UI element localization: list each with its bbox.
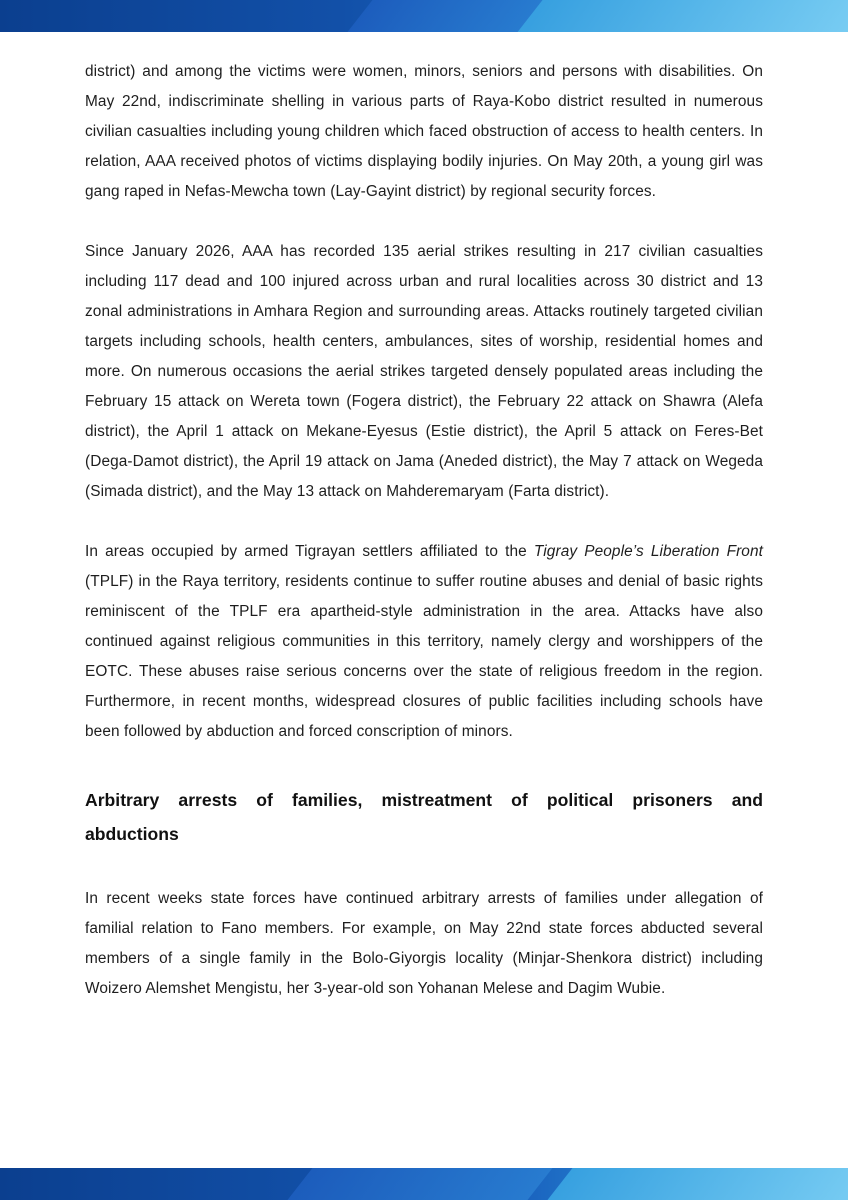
- tplf-italic-name: Tigray People’s Liberation Front: [533, 543, 763, 560]
- page-body: [85, 57, 763, 1004]
- top-decorative-band: [0, 0, 848, 32]
- top-band-slant-light: [517, 0, 848, 32]
- bottom-decorative-band: [0, 1168, 848, 1200]
- bottom-band-slant-light: [547, 1168, 848, 1200]
- top-band-slant-dark: [347, 0, 542, 32]
- bottom-band-slant-dark: [287, 1168, 552, 1200]
- paragraph-victims-shelling: district) and among the victims were women, minors, seniors and persons with disabilities. On May 22nd, indiscriminate shelling in various parts of Raya-Kobo district resulted in numerous civilian casualties including young children which faced obstruction of access to health centers. In relation, AAA received photos of victims displaying bodily injuries. On May 20th, a young girl was gang raped in Nefas-Mewcha town (Lay-Gayint district) by regional security forces.: [85, 63, 763, 200]
- paragraph-aerial-strikes: Since January 2026, AAA has recorded 135 aerial strikes resulting in 217 civilian casualties including 117 dead and 100 injured across urban and rural localities across 30 district and 13 zonal administrations in Amhara Region and surrounding areas. Attacks routinely targeted civilian targets including schools, health centers, ambulances, sites of worship, residential homes and more. On numerous occasions the aerial strikes targeted densely populated areas including the February 15 attack on Wereta town (Fogera district), the February 22 attack on Shawra (Alefa district), the April 1 attack on Mekane-Eyesus (Estie district), the April 5 attack on Feres-Bet (Dega-Damot district), the April 19 attack on Jama (Aneded district), the May 7 attack on Wegeda (Simada district), and the May 13 attack on Mahderemaryam (Farta district).: [85, 243, 763, 500]
- paragraph-family-arrests: In recent weeks state forces have continued arbitrary arrests of families under allegation of familial relation to Fano members. For example, on May 22nd state forces abducted several members of a single family in the Bolo-Giyorgis locality (Minjar-Shenkora district) including Woizero Alemshet Mengistu, her 3-year-old son Yohanan Melese and Dagim Wubie.: [85, 890, 763, 997]
- paragraph-raya-text-start: In areas occupied by armed Tigrayan settlers affiliated to the: [85, 543, 534, 560]
- section-heading-arbitrary-arrests: Arbitrary arrests of families, mistreatment of political prisoners and abductions: [85, 790, 763, 844]
- paragraph-raya-text-end: (TPLF) in the Raya territory, residents continue to suffer routine abuses and denial of basic rights reminiscent of the TPLF era apartheid-style administration in the area. Attacks have also continued against religious communities in this territory, namely clergy and worshippers of the EOTC. These abuses raise serious concerns over the state of religious freedom in the region. Furthermore, in recent months, widespread closures of public facilities including schools have been followed by abduction and forced conscription of minors.: [85, 573, 763, 740]
- paragraph-raya-territory: [85, 537, 763, 747]
